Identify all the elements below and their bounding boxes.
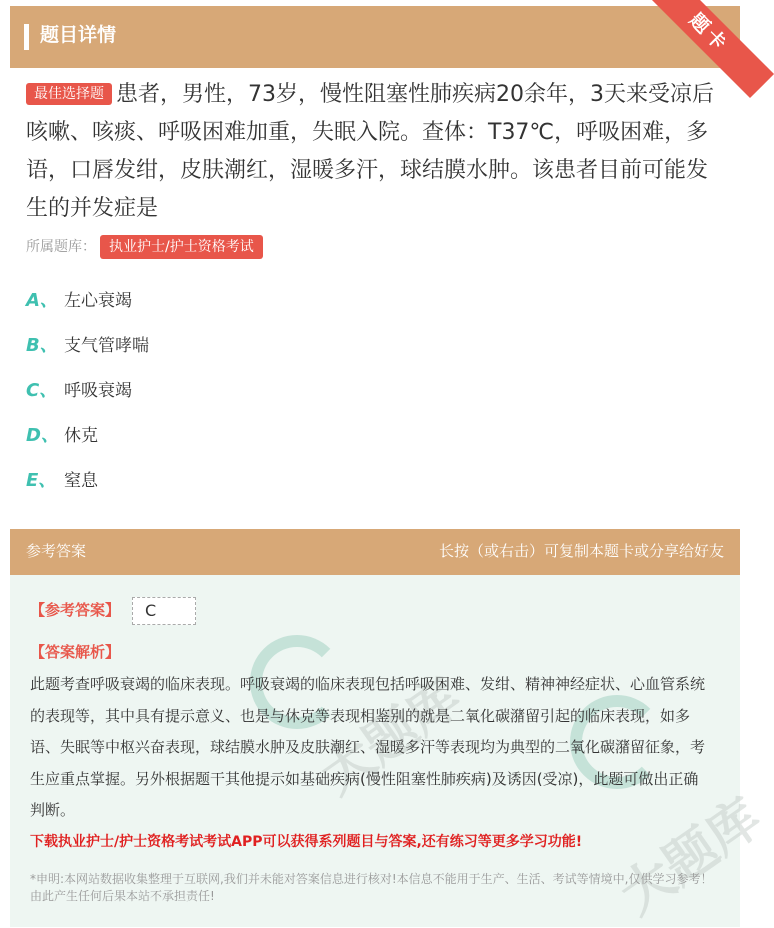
option-e[interactable] <box>26 465 149 510</box>
watermark-text: 大题库 <box>610 787 773 927</box>
answer-label: 【参考答案】 <box>30 601 121 619</box>
option-letter: C、 <box>26 380 58 401</box>
option-text: 休克 <box>64 426 98 446</box>
option-letter: D、 <box>26 425 59 446</box>
option-text: 支气管哮喘 <box>64 336 149 356</box>
page-title: 题目详情 <box>40 24 117 46</box>
question-text: 患者，男性，73岁，慢性阻塞性肺疾病20余年，3天来受凉后咳嗽、咳痰、呼吸困难加重，失眠入院。查体：T37℃，呼吸困难，多语，口唇发绀，皮肤潮红，湿暖多汗，球结膜水肿。该患者目前可能发生的并发症是 <box>26 82 714 221</box>
option-text: 呼吸衰竭 <box>64 381 132 401</box>
header-accent-bar <box>24 24 29 50</box>
option-a[interactable] <box>26 285 149 330</box>
question-type-badge: 最佳选择题 <box>26 83 112 105</box>
question-source <box>26 235 263 259</box>
answer-value: C <box>132 597 196 625</box>
option-c[interactable] <box>26 375 149 420</box>
app-download-promo[interactable]: 下载执业护士/护士资格考试考试APP可以获得系列题目与答案,还有练习等更多学习功能! <box>30 834 583 850</box>
option-letter: E、 <box>26 470 57 491</box>
options-list <box>26 285 149 510</box>
option-text: 左心衰竭 <box>64 291 132 311</box>
share-hint: 长按（或右击）可复制本题卡或分享给好友 <box>438 542 724 560</box>
source-tag[interactable]: 执业护士/护士资格考试 <box>100 235 263 259</box>
answer-bar <box>10 529 740 575</box>
option-letter: B、 <box>26 335 58 356</box>
answer-panel <box>10 575 773 927</box>
option-b[interactable] <box>26 330 149 375</box>
source-label: 所属题库： <box>26 239 96 255</box>
option-text: 窒息 <box>64 471 98 491</box>
answer-bar-title: 参考答案 <box>26 542 87 560</box>
option-d[interactable] <box>26 420 149 465</box>
card-corner-ribbon: 题卡 <box>644 0 774 98</box>
question-stem <box>26 76 726 228</box>
analysis-text: 此题考查呼吸衰竭的临床表现。呼吸衰竭的临床表现包括呼吸困难、发绀、精神神经症状、心血管系统的表现等，其中具有提示意义、也是与休克等表现相鉴别的就是二氧化碳潴留引起的临床表现，如多语、失眠等中枢兴奋表现，球结膜水肿及皮肤潮红、湿暖多汗等表现均为典型的二氧化碳潴留征象，考生应重点掌握。另外根据题干其他提示如基础疾病(慢性阻塞性肺疾病)及诱因(受凉)，此题可做出正确判断。 <box>30 675 706 819</box>
analysis-label: 【答案解析】 <box>30 643 121 661</box>
disclaimer: *申明:本网站数据收集整理于互联网,我们并未能对答案信息进行核对!本信息不能用于生产、生活、考试等情境中,仅供学习参考！由此产生任何后果本站不承担责任! <box>30 872 713 903</box>
page-header <box>10 6 740 68</box>
option-letter: A、 <box>26 290 58 311</box>
watermark-text: 大题库 <box>310 667 473 807</box>
